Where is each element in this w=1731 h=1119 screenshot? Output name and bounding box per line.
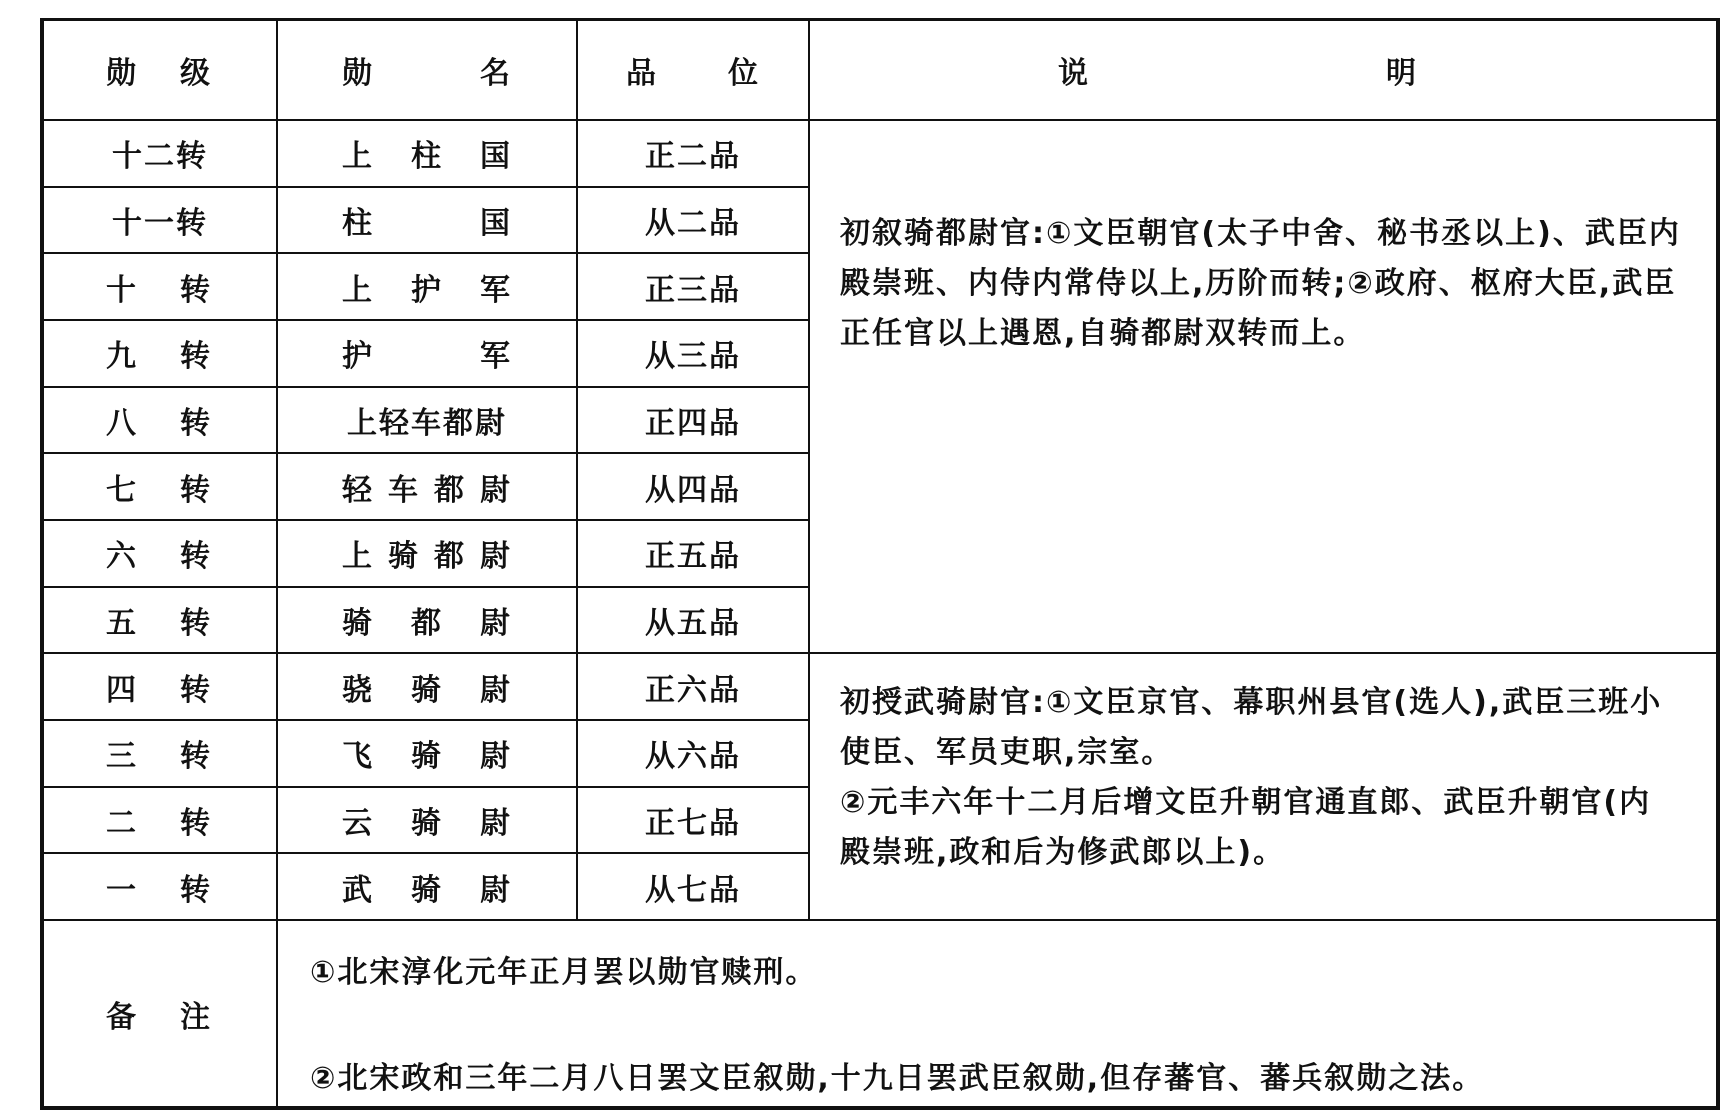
merit-name-cell-text: 尉	[480, 472, 512, 508]
merit-name-cell-text: 武	[342, 872, 374, 908]
header-text: 明	[1386, 56, 1418, 91]
merit-level-cell-text: 转	[180, 872, 212, 908]
merit-level-cell	[44, 787, 277, 854]
merit-name-cell	[277, 853, 577, 920]
merit-level-cell-text: 三	[106, 739, 138, 775]
header-text: 级	[180, 56, 212, 91]
grade-cell	[577, 787, 809, 854]
merit-level-cell-text: 转	[180, 272, 212, 308]
merit-name-cell-text: 骑	[411, 672, 443, 708]
header-text: 勋	[342, 56, 374, 91]
header-text: 勋	[106, 56, 138, 91]
grade-cell-text: 从三品	[645, 339, 741, 375]
merit-name-cell-text: 柱	[411, 139, 443, 175]
note-item: ②北宋政和三年二月八日罢文臣叙勋,十九日罢武臣叙勋,但存蕃官、蕃兵叙勋之法。	[310, 1061, 1485, 1097]
merit-name-cell	[277, 320, 577, 387]
table-row	[44, 120, 1716, 187]
grade-cell-text: 正六品	[645, 672, 741, 708]
merit-name-cell-text: 车	[388, 472, 420, 508]
merit-name-cell-text: 骑	[342, 606, 374, 642]
notes-label-text: 注	[180, 999, 212, 1035]
grade-cell-text: 从六品	[645, 739, 741, 775]
merit-level-cell-text: 转	[180, 539, 212, 575]
merit-name-cell-text: 轻	[342, 472, 374, 508]
note-item: ①北宋淳化元年正月罢以勋官赎刑。	[310, 955, 818, 991]
merit-level-cell-text: 二	[106, 806, 138, 842]
grade-cell	[577, 720, 809, 787]
notes-label-text: 备	[106, 999, 138, 1035]
header-text: 品	[626, 56, 658, 91]
grade-cell-text: 正二品	[645, 139, 741, 175]
grade-cell	[577, 520, 809, 587]
merit-name-cell-text: 上	[342, 272, 374, 308]
merit-name-cell	[277, 253, 577, 320]
header-description	[809, 21, 1716, 120]
merit-level-cell-text: 四	[106, 672, 138, 708]
table-row	[44, 653, 1716, 720]
merit-level-cell-text: 十	[106, 272, 138, 308]
grade-cell	[577, 587, 809, 654]
grade-cell	[577, 187, 809, 254]
description-text: 初授武骑尉官:①文臣京官、幕职州县官(选人),武臣三班小使臣、军员吏职,宗室。	[840, 685, 1663, 771]
merit-level-cell	[44, 187, 277, 254]
merit-level-cell-text: 转	[180, 339, 212, 375]
grade-cell	[577, 853, 809, 920]
notes-body-cell	[277, 920, 1716, 1106]
grade-cell	[577, 120, 809, 187]
grade-cell-text: 正三品	[645, 272, 741, 308]
merit-name-cell	[277, 387, 577, 454]
merit-name-cell-text: 骑	[411, 806, 443, 842]
merit-name-cell-text: 尉	[480, 739, 512, 775]
merit-rank-table	[44, 21, 1716, 1106]
merit-level-cell-text: 十二转	[112, 139, 208, 175]
merit-level-cell	[44, 253, 277, 320]
description-text: ②元丰六年十二月后增文臣升朝官通直郎、武臣升朝官(内殿崇班,政和后为修武郎以上)。	[840, 785, 1652, 871]
merit-level-cell-text: 九	[106, 339, 138, 375]
description-upper	[809, 120, 1716, 653]
merit-name-cell-text: 都	[411, 606, 443, 642]
description-text: 初叙骑都尉官:①文臣朝官(太子中舍、秘书丞以上)、武臣内殿崇班、内侍内常侍以上,历阶而转;②政府、枢府大臣,武臣正任官以上遇恩,自骑都尉双转而上。	[840, 216, 1681, 351]
merit-level-cell	[44, 453, 277, 520]
grade-cell-text: 从四品	[645, 472, 741, 508]
merit-rank-table-frame	[40, 18, 1720, 1110]
merit-level-cell	[44, 120, 277, 187]
merit-level-cell-text: 五	[106, 606, 138, 642]
merit-name-cell-text: 尉	[480, 806, 512, 842]
merit-level-cell-text: 转	[180, 606, 212, 642]
grade-cell	[577, 387, 809, 454]
merit-name-cell-text: 尉	[480, 672, 512, 708]
merit-level-cell-text: 八	[106, 406, 138, 442]
merit-name-cell-text: 尉	[480, 539, 512, 575]
merit-name-cell	[277, 520, 577, 587]
grade-cell-text: 从二品	[645, 206, 741, 241]
merit-level-cell	[44, 320, 277, 387]
merit-name-cell-text: 上轻车都尉	[347, 406, 507, 442]
merit-level-cell-text: 转	[180, 672, 212, 708]
merit-name-cell	[277, 787, 577, 854]
merit-level-cell	[44, 587, 277, 654]
header-grade	[577, 21, 809, 120]
grade-cell-text: 正五品	[645, 539, 741, 575]
merit-name-cell-text: 骑	[411, 739, 443, 775]
merit-name-cell-text: 上	[342, 539, 374, 575]
merit-name-cell-text: 骑	[411, 872, 443, 908]
grade-cell	[577, 453, 809, 520]
grade-cell	[577, 653, 809, 720]
merit-name-cell-text: 尉	[480, 872, 512, 908]
merit-name-cell-text: 尉	[480, 606, 512, 642]
merit-name-cell-text: 国	[480, 206, 512, 241]
merit-level-cell	[44, 387, 277, 454]
header-merit-level	[44, 21, 277, 120]
merit-level-cell-text: 七	[106, 472, 138, 508]
merit-name-cell	[277, 587, 577, 654]
merit-name-cell	[277, 720, 577, 787]
merit-name-cell-text: 军	[480, 339, 512, 375]
merit-name-cell	[277, 187, 577, 254]
grade-cell-text: 正四品	[645, 406, 741, 442]
merit-level-cell	[44, 720, 277, 787]
merit-level-cell-text: 十一转	[112, 206, 208, 241]
header-text: 名	[480, 56, 512, 91]
header-text: 位	[728, 56, 760, 91]
grade-cell	[577, 320, 809, 387]
merit-name-cell-text: 都	[434, 539, 466, 575]
merit-name-cell	[277, 120, 577, 187]
grade-cell	[577, 253, 809, 320]
grade-cell-text: 正七品	[645, 806, 741, 842]
merit-level-cell	[44, 853, 277, 920]
merit-level-cell-text: 一	[106, 872, 138, 908]
notes-label-cell	[44, 920, 277, 1106]
merit-name-cell-text: 国	[480, 139, 512, 175]
merit-name-cell-text: 护	[342, 339, 374, 375]
header-row	[44, 21, 1716, 120]
merit-name-cell-text: 飞	[342, 739, 374, 775]
merit-name-cell-text: 骑	[388, 539, 420, 575]
merit-level-cell-text: 六	[106, 539, 138, 575]
merit-name-cell-text: 上	[342, 139, 374, 175]
merit-name-cell-text: 军	[480, 272, 512, 308]
merit-name-cell	[277, 453, 577, 520]
notes-row	[44, 920, 1716, 1106]
merit-level-cell	[44, 520, 277, 587]
merit-name-cell-text: 柱	[342, 206, 374, 241]
merit-level-cell-text: 转	[180, 406, 212, 442]
header-merit-name	[277, 21, 577, 120]
description-lower	[809, 653, 1716, 920]
merit-level-cell	[44, 653, 277, 720]
merit-name-cell-text: 护	[411, 272, 443, 308]
grade-cell-text: 从七品	[645, 872, 741, 908]
grade-cell-text: 从五品	[645, 606, 741, 642]
merit-name-cell-text: 骁	[342, 672, 374, 708]
merit-level-cell-text: 转	[180, 472, 212, 508]
merit-level-cell-text: 转	[180, 739, 212, 775]
merit-name-cell	[277, 653, 577, 720]
header-text: 说	[1058, 56, 1090, 91]
merit-name-cell-text: 云	[342, 806, 374, 842]
merit-name-cell-text: 都	[434, 472, 466, 508]
merit-level-cell-text: 转	[180, 806, 212, 842]
